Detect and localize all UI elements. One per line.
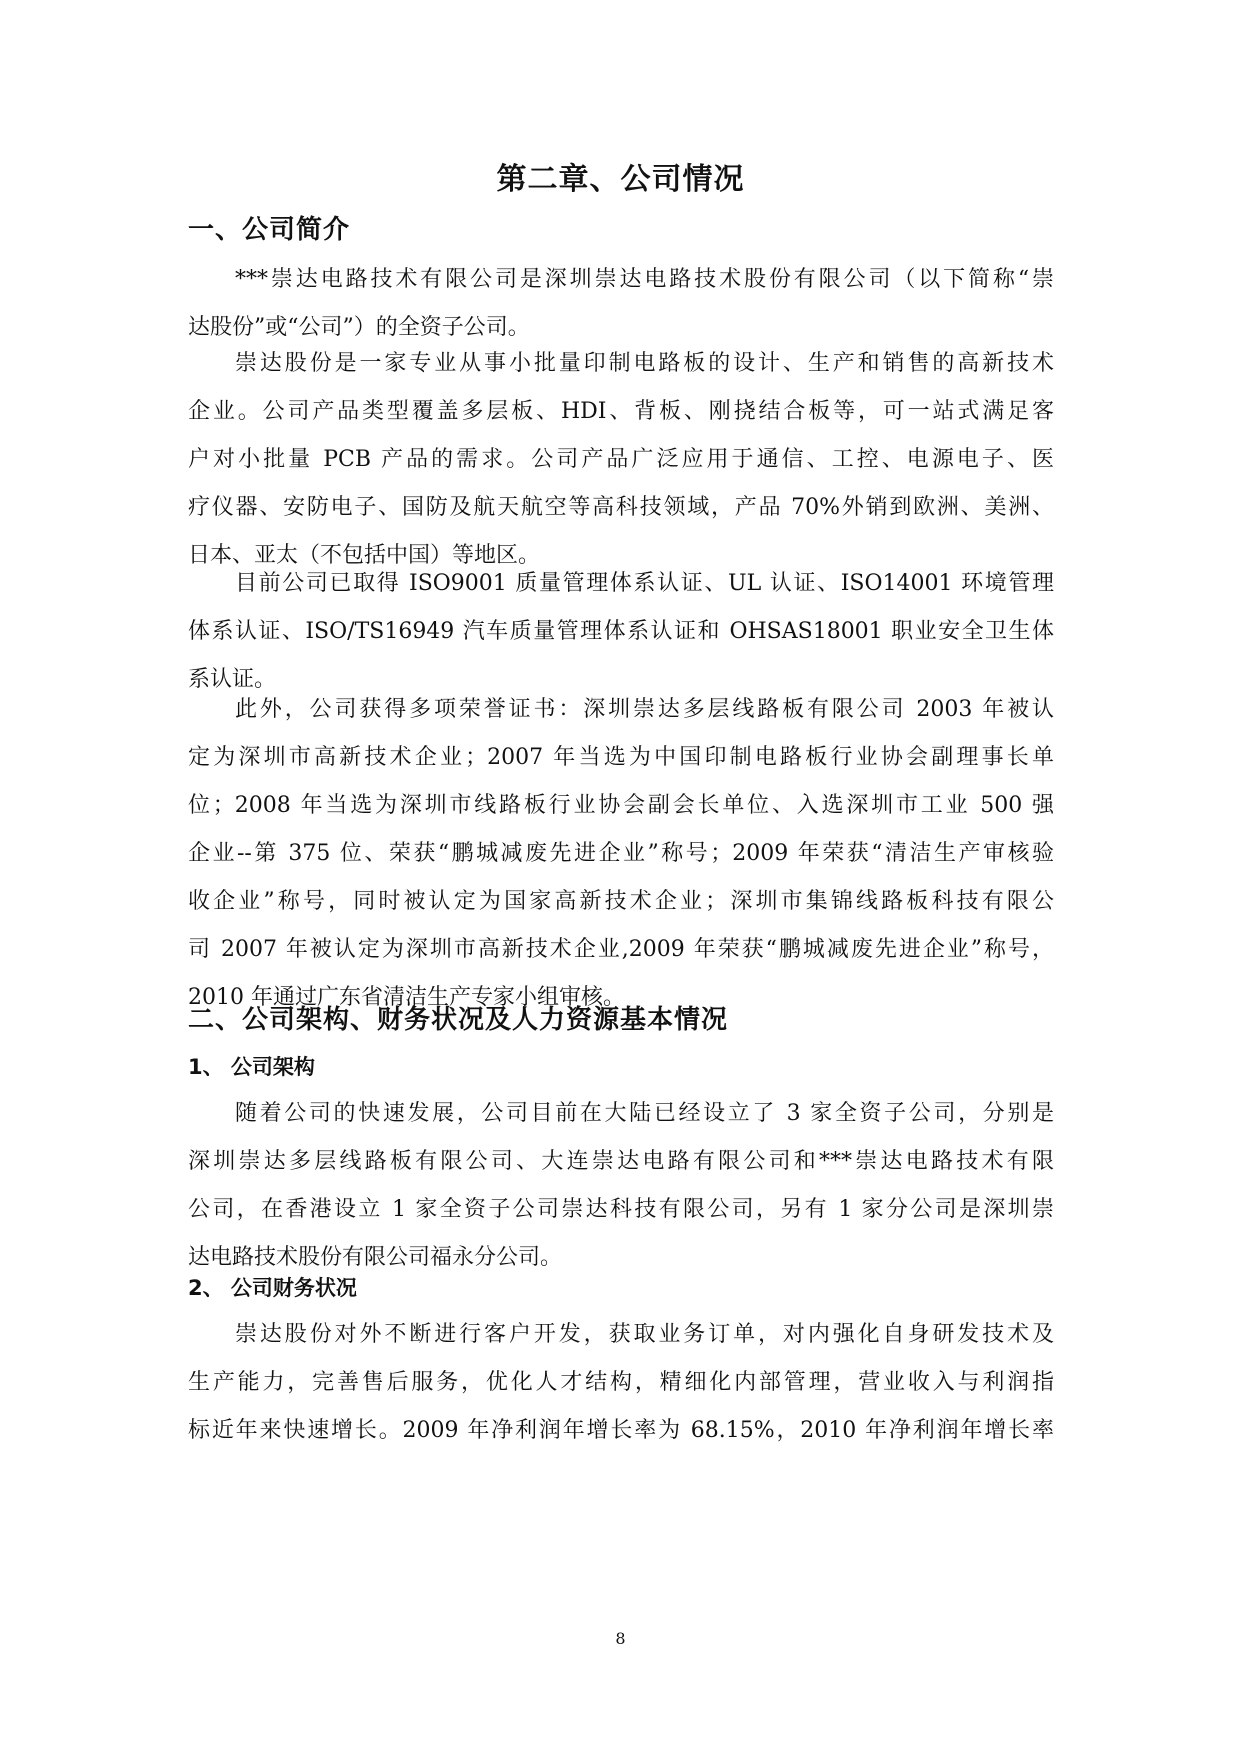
- paragraph-structure: [188, 1090, 1054, 1282]
- text-line: 目前公司已取得 ISO9001 质量管理体系认证、UL 认证、ISO14001 环境管理: [235, 571, 1054, 596]
- text-line: 企业--第 375 位、荣获“鹏城减废先进企业”称号；2009 年荣获“清洁生产审核验: [188, 841, 1054, 866]
- text-line: 系认证。: [188, 667, 277, 692]
- text-line: 司 2007 年被认定为深圳市高新技术企业,2009 年荣获“鹏城减废先进企业”称号，: [188, 937, 1054, 962]
- paragraph-intro: [188, 256, 1054, 352]
- text-line: 公司，在香港设立 1 家全资子公司崇达科技有限公司，另有 1 家分公司是深圳崇: [188, 1197, 1054, 1222]
- text-line: 2010 年通过广东省清洁生产专家小组审核。: [188, 985, 625, 1010]
- text-line: 生产能力，完善售后服务，优化人才结构，精细化内部管理，营业收入与利润指: [188, 1370, 1054, 1395]
- text-line: 崇达股份对外不断进行客户开发，获取业务订单，对内强化自身研发技术及: [235, 1322, 1054, 1347]
- paragraph-certifications: [188, 560, 1054, 704]
- text-line: ***崇达电路技术有限公司是深圳崇达电路技术股份有限公司（以下简称“崇: [235, 267, 1054, 292]
- text-line: 达股份”或“公司”）的全资子公司。: [188, 315, 530, 340]
- subsection-heading-structure: 1、 公司架构: [188, 1055, 315, 1079]
- text-line: 收企业”称号，同时被认定为国家高新技术企业；深圳市集锦线路板科技有限公: [188, 889, 1054, 914]
- text-line: 深圳崇达多层线路板有限公司、大连崇达电路有限公司和***崇达电路技术有限: [188, 1149, 1054, 1174]
- paragraph-honors: [188, 686, 1054, 1022]
- chapter-title: 第二章、公司情况: [496, 162, 745, 197]
- text-line: 企业。公司产品类型覆盖多层板、HDI、背板、刚挠结合板等，可一站式满足客: [188, 399, 1054, 424]
- paragraph-finance: [188, 1311, 1054, 1455]
- text-line: 随着公司的快速发展，公司目前在大陆已经设立了 3 家全资子公司，分别是: [235, 1101, 1054, 1126]
- text-line: 位；2008 年当选为深圳市线路板行业协会副会长单位、入选深圳市工业 500 强: [188, 793, 1054, 818]
- subsection-heading-finance: 2、 公司财务状况: [188, 1276, 357, 1300]
- text-line: 崇达股份是一家专业从事小批量印制电路板的设计、生产和销售的高新技术: [235, 351, 1054, 376]
- paragraph-business: [188, 340, 1054, 580]
- text-line: 体系认证、ISO/TS16949 汽车质量管理体系认证和 OHSAS18001 职业安全卫生体: [188, 619, 1054, 644]
- text-line: 日本、亚太（不包括中国）等地区。: [188, 543, 541, 568]
- text-line: 达电路技术股份有限公司福永分公司。: [188, 1245, 563, 1270]
- text-line: 标近年来快速增长。2009 年净利润年增长率为 68.15%，2010 年净利润年增长率: [188, 1418, 1054, 1443]
- text-line: 定为深圳市高新技术企业；2007 年当选为中国印制电路板行业协会副理事长单: [188, 745, 1054, 770]
- section-heading-structure-finance-hr: 二、公司架构、财务状况及人力资源基本情况: [188, 1005, 729, 1035]
- text-line: 户对小批量 PCB 产品的需求。公司产品广泛应用于通信、工控、电源电子、医: [188, 447, 1054, 472]
- text-line: 疗仪器、安防电子、国防及航天航空等高科技领域，产品 70%外销到欧洲、美洲、: [188, 495, 1054, 520]
- text-line: 此外，公司获得多项荣誉证书：深圳崇达多层线路板有限公司 2003 年被认: [235, 697, 1054, 722]
- page-number: 8: [615, 1629, 626, 1648]
- section-heading-company-profile: 一、公司简介: [188, 215, 351, 245]
